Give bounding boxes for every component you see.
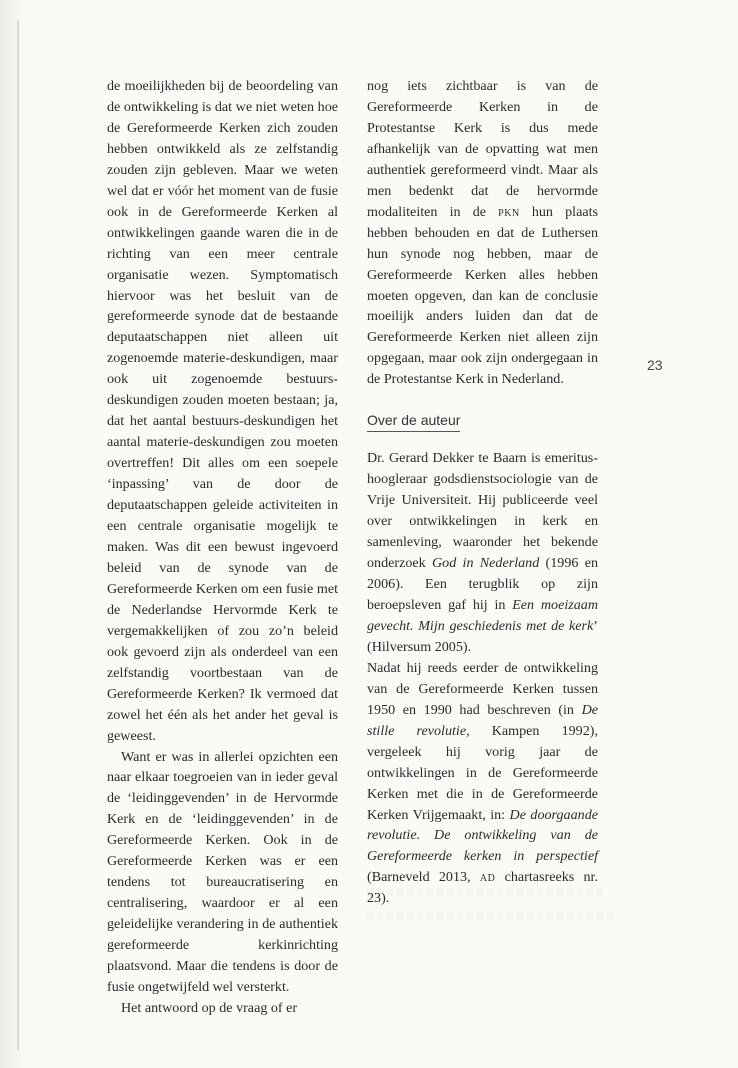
text-run: ’ (Hilversum 2005).	[367, 617, 598, 655]
left-column	[107, 76, 338, 1019]
text-run: (1996 en 2006). Een terugblik op zijn beroepsleven gaf hij in	[367, 555, 599, 613]
text-run: Dr. Gerard Dekker te Baarn is emeritus-hoogleraar godsdienstsociologie van de Vrije Universiteit. Hij publiceerde veel over ontwikkelingen in kerk en samenleving, waaronder het bekende onderzoek	[367, 450, 598, 572]
book-title: Een moeizaam gevecht. Mijn geschiedenis met de kerk	[367, 596, 598, 634]
bleed-through	[367, 912, 617, 920]
gutter-shadow	[0, 0, 30, 1068]
abbreviation-ad: ad	[479, 869, 496, 886]
text-run: Nadat hij reeds eerder de ontwikkeling van de Gereformeerde Kerken tussen 1950 en 1990 had beschreven (in	[367, 659, 598, 718]
text-run: chartasreeks nr. 23).	[367, 869, 598, 907]
binding-line	[17, 20, 19, 1050]
text-run: (Barneveld 2013,	[367, 869, 480, 886]
body-paragraph: Het antwoord op de vraag of er	[121, 999, 298, 1016]
body-paragraph: Want er was in allerlei opzichten een naar elkaar toegroeien van in ieder geval de ‘leidinggevenden’ in de Hervormde Kerk en de ‘leidinggevenden’ in de Gereformeerde Kerken. Ook in de Gereformeerde Kerken was er een tendens tot bureaucratisering en centralisering, waardoor er al een geleidelijke verandering in de authentiek gereformeerde kerkinrichting plaatsvond. Maar die tendens is door de fusie ongetwijfeld wel versterkt.	[107, 748, 338, 995]
text-run: nog iets zichtbaar is van de Gereformeerde Kerken in de Protestantse Kerk is dus mede afhankelijk van de opvatting wat men authentiek gereformeerd vindt. Maar als men bedenkt dat de hervormde modaliteiten in de	[367, 78, 598, 220]
page-number: 23	[647, 357, 663, 373]
book-title: God in Nederland	[431, 555, 540, 572]
book-title: De doorgaande revolutie. De ontwikkeling van de Gereformeerde kerken in perspectief	[367, 806, 598, 865]
text-run: hun plaats hebben behouden en dat de Luthersen hun synode nog hebben, maar de Gereformeerde Kerken alles hebben moeten opgeven, dan kan de conclusie moeilijk anders luiden dan dat de Gereformeerde Kerken niet alleen zijn opgegaan, maar ook zijn ondergegaan in de Protestantse Kerk in Nederland.	[367, 203, 598, 388]
author-bio	[367, 448, 598, 658]
abbreviation-pkn: pkn	[498, 203, 520, 220]
author-bio-continued	[367, 658, 598, 909]
body-paragraph: de moeilijkheden bij de beoordeling van de ontwikkeling is dat we niet weten hoe de Gereformeerde Kerken zich zouden hebben ontwikkeld als ze zelfstandig zouden zijn gebleven. Maar we weten wel dat er vóór het moment van de fusie ook in de Gereformeerde Kerken al ontwikkelingen gaande waren die in de richting van een meer centrale organisatie wezen. Symptomatisch hiervoor was het besluit van de gereformeerde synode dat de bestaande deputaatschappen niet alleen uit zogenoemde materie-deskundigen, maar ook uit zogenoemde bestuurs-deskundigen zouden moeten bestaan; ja, dat het aantal bestuurs-deskundigen het aantal materie-deskundigen zou moeten overtreffen! Dit alles om een soepele ‘inpassing’ van de door de deputaatschappen geleide activiteiten in een centrale organisatie mogelijk te maken. Was dit een bewust ingevoerd beleid van de synode van de Gereformeerde Kerken om een fusie met de Nederlandse Hervormde Kerk te vergemakkelijken of zou zo’n beleid ook gevoerd zijn als onderdeel van een zelfstandig voortbestaan van de Gereformeerde Kerken? Ik vermoed dat zowel het één als het ander het geval is geweest.	[107, 78, 338, 744]
book-title: De stille revolutie	[367, 701, 598, 739]
right-column	[367, 76, 598, 909]
body-paragraph	[367, 76, 598, 390]
section-heading: Over de auteur	[367, 410, 460, 432]
text-run: , Kampen 1992), vergeleek hij vorig jaar de ontwikkelingen in de Gereformeerde Kerken met die in de Gereformeerde Kerken Vrijgemaakt, in:	[367, 722, 598, 823]
